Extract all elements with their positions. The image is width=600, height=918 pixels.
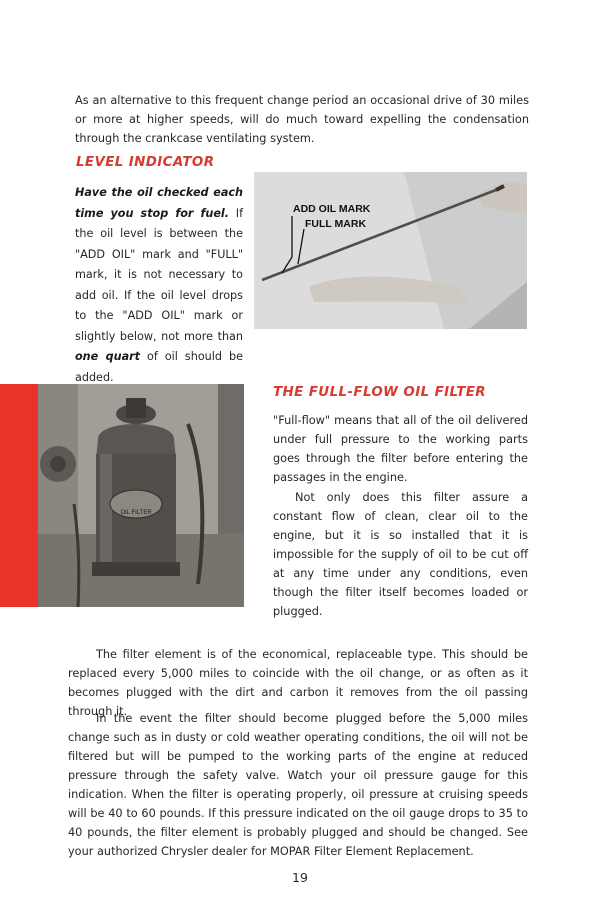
- level-emphasis: one quart: [75, 350, 140, 363]
- page-number: 19: [292, 870, 308, 885]
- level-body-2: of oil should be added.: [75, 350, 243, 384]
- dipstick-photo: [254, 172, 527, 329]
- filter-paragraph-2: Not only does this filter assure a constant flow of clean, clear oil to the engine, but it is so installed that it is impossible for the supply of oil to be cut off at any time under any conditions, even though the filter itself becomes loaded or plugged.: [273, 491, 528, 618]
- level-indicator-text: [75, 183, 243, 388]
- filter-paragraph-1: "Full-flow" means that all of the oil delivered under full pressure to the working parts goes through the filter before entering the passages in the engine.: [273, 414, 528, 484]
- oil-filter-illustration: [38, 384, 244, 607]
- level-body-1: If the oil level is between the "ADD OIL" mark and "FULL" mark, it is not necessary to add oil. If the oil level drops to the "ADD OIL" mark or slightly below, not more than: [75, 206, 244, 343]
- full-mark-label: FULL MARK: [305, 218, 367, 230]
- red-accent-bar: [0, 384, 38, 607]
- level-indicator-heading: LEVEL INDICATOR: [76, 155, 215, 170]
- add-oil-mark-label: ADD OIL MARK: [293, 203, 371, 215]
- oil-filter-label: OIL FILTER: [120, 510, 152, 516]
- filter-element-paragraph: The filter element is of the economical, replaceable type. This should be replaced every 5,000 miles to coincide with the oil change, or as often as it becomes plugged with the dirt and carbon it removes from the oil passing through it.: [68, 648, 528, 718]
- oil-filter-photo: [38, 384, 244, 607]
- dipstick-illustration: [254, 172, 527, 329]
- plugged-filter-paragraph: In the event the filter should become plugged before the 5,000 miles change such as in dusty or cold weather operating conditions, the oil will not be filtered but will be pumped to the working parts of the engine at reduced pressure through the safety valve. Watch your oil pressure gauge for this indication. When the filter is operating properly, oil pressure at cruising speeds will be 40 to 60 pounds. If this pressure indicated on the oil gauge drops to 35 to 40 pounds, the filter element is probably plugged and should be changed. See your authorized Chrysler dealer for MOPAR Filter Element Replacement.: [68, 712, 528, 858]
- level-lead-text: Have the oil checked each time you stop for fuel.: [75, 186, 243, 220]
- intro-paragraph: As an alternative to this frequent change period an occasional drive of 30 miles or more at higher speeds, will do much toward expelling the condensation through the crankcase ventilating system.: [75, 94, 529, 145]
- full-flow-filter-heading: THE FULL-FLOW OIL FILTER: [273, 385, 487, 400]
